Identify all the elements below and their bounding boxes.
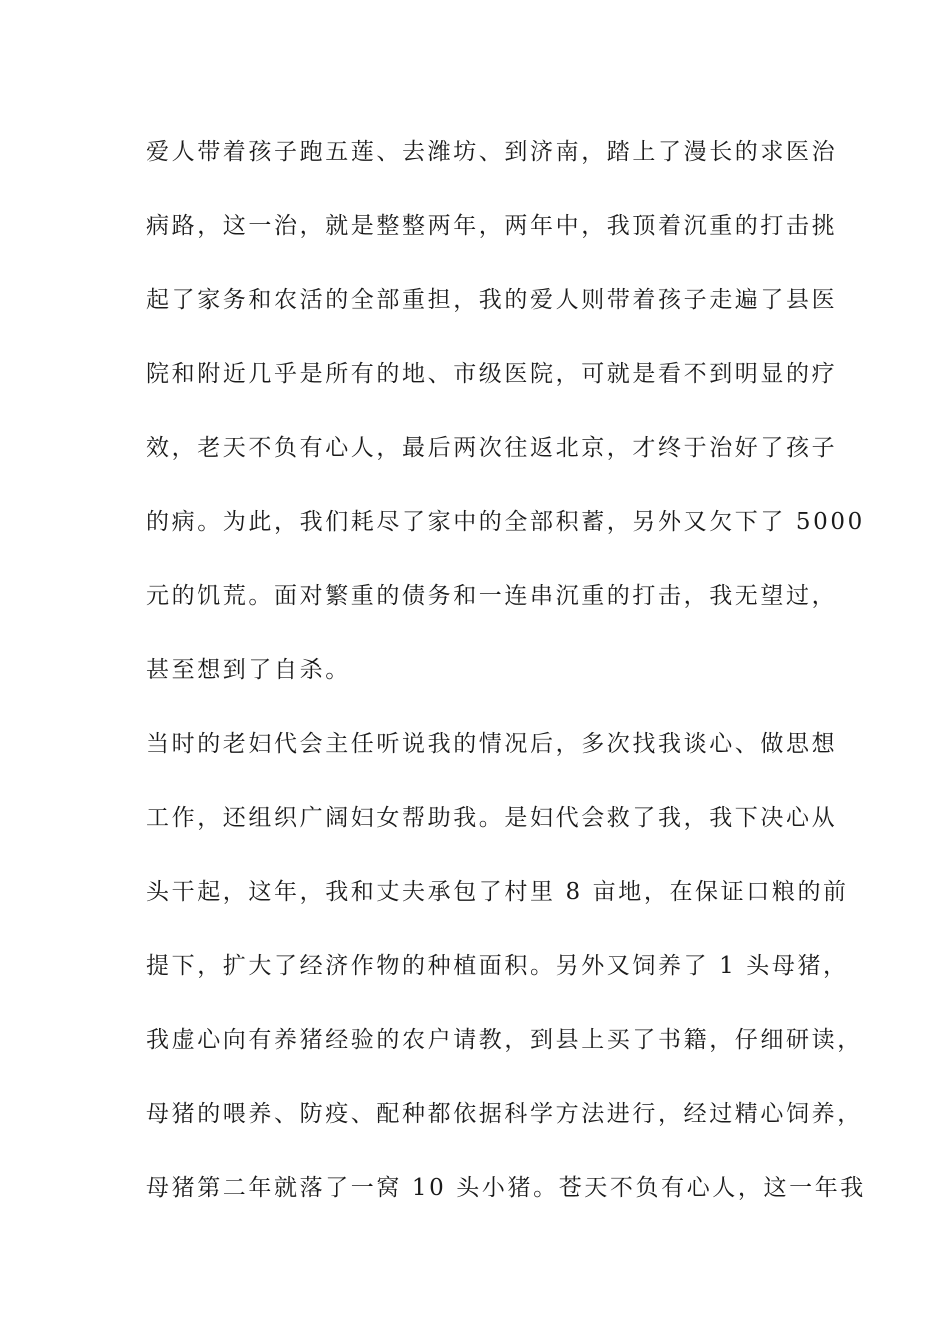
text-line: 元的饥荒。面对繁重的债务和一连串沉重的打击，我无望过， (146, 583, 838, 609)
text-line: 起了家务和农活的全部重担，我的爱人则带着孩子走遍了县医 (146, 287, 838, 313)
text-line: 甚至想到了自杀。 (146, 657, 351, 683)
text-line: 爱人带着孩子跑五莲、去潍坊、到济南，踏上了漫长的求医治 (146, 139, 838, 165)
text-line: 提下，扩大了经济作物的种植面积。另外又饲养了 1 头母猪， (146, 953, 849, 979)
text-line: 院和附近几乎是所有的地、市级医院，可就是看不到明显的疗 (146, 361, 838, 387)
text-line: 病路，这一治，就是整整两年，两年中，我顶着沉重的打击挑 (146, 213, 838, 239)
text-line: 工作，还组织广阔妇女帮助我。是妇代会救了我，我下决心从 (146, 805, 838, 831)
body-text (146, 133, 866, 1243)
text-line: 效，老天不负有心人，最后两次往返北京，才终于治好了孩子 (146, 435, 838, 461)
text-line: 头干起，这年，我和丈夫承包了村里 8 亩地，在保证口粮的前 (146, 879, 849, 905)
text-line: 的病。为此，我们耗尽了家中的全部积蓄，另外又欠下了 5000 (146, 509, 865, 535)
text-line: 我虚心向有养猪经验的农户请教，到县上买了书籍，仔细研读， (146, 1027, 863, 1053)
text-line: 母猪的喂养、防疫、配种都依据科学方法进行，经过精心饲养， (146, 1101, 863, 1127)
text-line: 当时的老妇代会主任听说我的情况后，多次找我谈心、做思想 (146, 731, 838, 757)
text-line: 母猪第二年就落了一窝 10 头小猪。苍天不负有心人，这一年我 (146, 1175, 866, 1201)
